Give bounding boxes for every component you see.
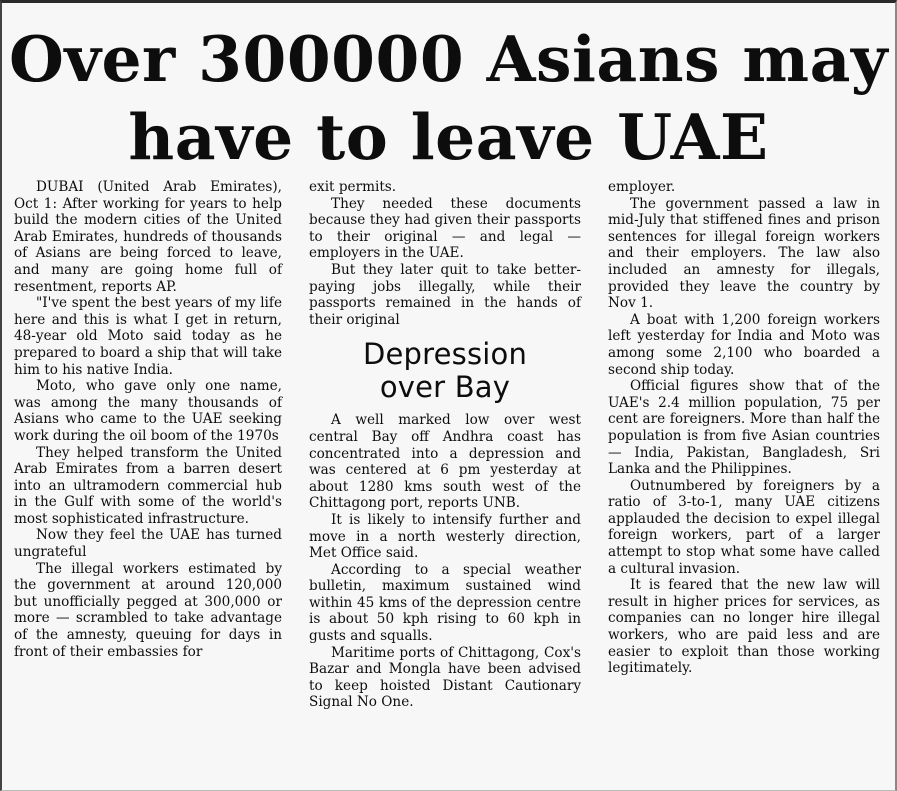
- article-paragraph: employer.: [608, 179, 676, 195]
- article-paragraph: The government passed a law in mid-July that stiffened fines and prison sentences for illegal foreign workers and their employers. The law also included an amnesty for illegals, provided they leave the country by Nov 1.: [608, 195, 880, 312]
- headline-line-2: have to leave UAE: [128, 100, 769, 174]
- sidebar-story-headline: [309, 338, 581, 404]
- article-paragraph: exit permits.: [309, 179, 397, 195]
- sidebar-headline-line-1: Depression: [362, 337, 528, 372]
- article-column-2: [309, 179, 581, 711]
- sidebar-headline-line-2: over Bay: [379, 370, 511, 405]
- article-paragraph: Outnumbered by foreigners by a ratio of 3-to-1, many UAE citizens applauded the decision to expel illegal foreign workers, part of a larger attempt to stop what some have called a cultural invasion.: [608, 477, 880, 577]
- sidebar-paragraph: Maritime ports of Chittagong, Cox's Bazar and Mongla have been advised to keep hoisted Distant Cautionary Signal No One.: [309, 644, 581, 711]
- article-column-1: [14, 179, 282, 660]
- sidebar-paragraph: It is likely to intensify further and move in a north westerly direction, Met Office said.: [309, 511, 581, 562]
- article-paragraph: DUBAI (United Arab Emirates), Oct 1: After working for years to help build the modern cities of the United Arab Emirates, hundreds of thousands of Asians are being forced to leave, and many are going home full of resentment, reports AP.: [14, 179, 282, 295]
- article-paragraph: They needed these documents because they had given their passports to their original — and legal — employers in the UAE.: [309, 195, 581, 262]
- sidebar-paragraph: According to a special weather bulletin, maximum sustained wind within 45 kms of the depression centre is about 50 kph rising to 60 kph in gusts and squalls.: [309, 561, 581, 645]
- article-column-3: [608, 179, 880, 677]
- headline-line-1: Over 300000 Asians may: [8, 22, 889, 96]
- article-paragraph: "I've spent the best years of my life here and this is what I get in return, 48-year old Moto said today as he prepared to board a ship that will take him to his native India.: [14, 295, 282, 378]
- article-paragraph: They helped transform the United Arab Emirates from a barren desert into an ultramodern commercial hub in the Gulf with some of the world's most sophisticated infrastructure.: [14, 444, 282, 527]
- article-paragraph: But they later quit to take better-paying jobs illegally, while their passports remained in the hands of their original: [309, 261, 581, 328]
- article-paragraph: The illegal workers estimated by the government at around 120,000 but unofficially pegged at 300,000 or more — scrambled to take advantage of the amnesty, queuing for days in front of their embassies for: [14, 560, 282, 660]
- article-paragraph: Moto, who gave only one name, was among the many thousands of Asians who came to the UAE seeking work during the oil boom of the 1970s: [14, 378, 282, 444]
- article-paragraph: Now they feel the UAE has turned ungrateful: [14, 527, 282, 561]
- article-paragraph: A boat with 1,200 foreign workers left yesterday for India and Moto was among some 2,100 who boarded a second ship today.: [608, 311, 880, 378]
- article-paragraph: Official figures show that of the UAE's 2.4 million population, 75 per cent are foreigners. More than half the population is from five Asian countries — India, Pakistan, Bangladesh, Sri Lanka and the Philippines.: [608, 378, 880, 478]
- article-paragraph: It is feared that the new law will result in higher prices for services, as companies can no longer hire illegal workers, who are paid less and are easier to exploit than those working legitimately.: [608, 577, 880, 677]
- sidebar-paragraph: A well marked low over west central Bay off Andhra coast has concentrated into a depression and was centered at 6 pm yesterday at about 1280 kms south west of the Chittagong port, reports UNB.: [309, 412, 581, 512]
